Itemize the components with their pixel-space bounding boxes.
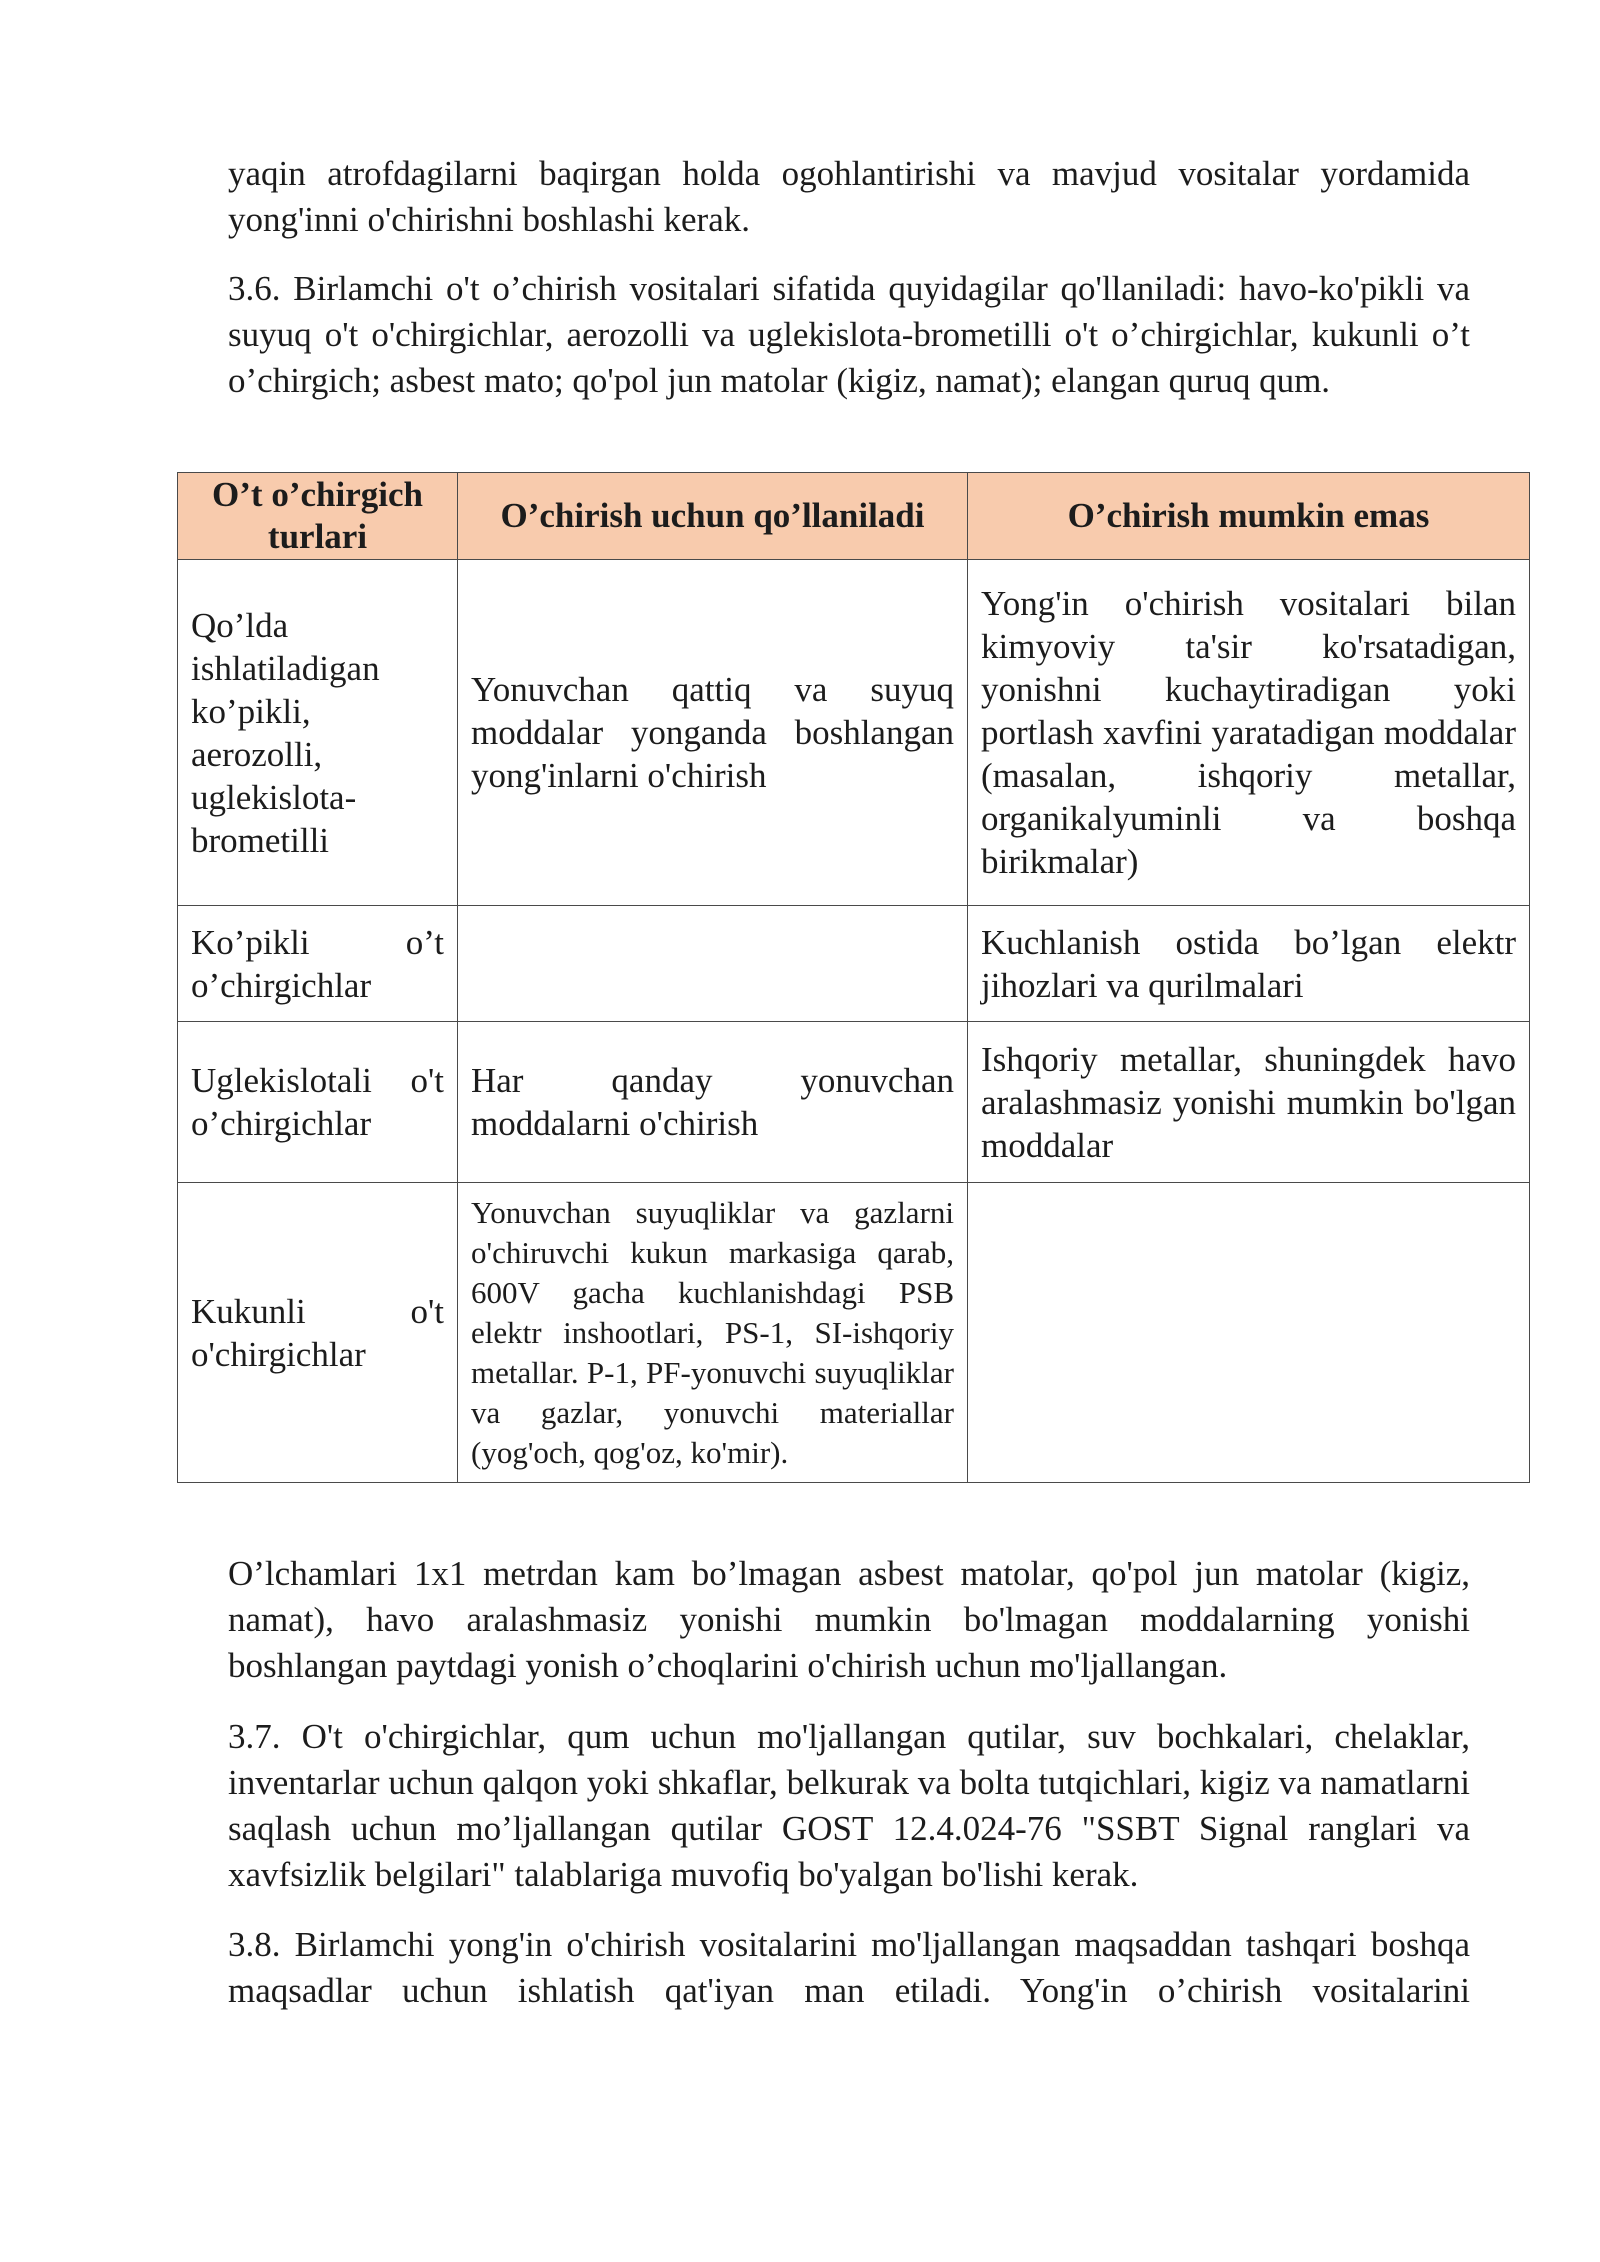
cell-not-for [968,1183,1530,1483]
paragraph-intro-continuation: yaqin atrofdagilarni baqirgan holda ogohlantirishi va mavjud vositalar yordamida yong'inni o'chirishni boshlashi kerak. [228,154,1470,239]
cell-type: Ko’pikli o’t o’chirgichlar [178,906,458,1022]
table-row [178,560,1530,906]
table-row [178,1022,1530,1183]
cell-not-for: Ishqoriy metallar, shuningdek havo aralashmasiz yonishi mumkin bo'lgan moddalar [968,1022,1530,1183]
table-row [178,906,1530,1022]
cell-type: Qo’lda ishlatiladigan ko’pikli, aerozolli, uglekislota-brometilli [178,560,458,906]
cell-not-for: Kuchlanish ostida bo’lgan elektr jihozlari va qurilmalari [968,906,1530,1022]
extinguisher-table [177,472,1530,1483]
paragraph-3-6: 3.6. Birlamchi o't o’chirish vositalari sifatida quyidagilar qo'llaniladi: havo-ko'pikli va suyuq o't o'chirgichlar, aerozolli va uglekislota-brometilli o't o’chirgichlar, kukunli o’t o’chirgich; asbest mato; qo'pol jun matolar (kigiz, namat); elangan quruq qum. [228,269,1470,400]
table-header-row [178,473,1530,560]
paragraph-asbestos-note: O’lchamlari 1x1 metrdan kam bo’lmagan asbest matolar, qo'pol jun matolar (kigiz, namat), havo aralashmasiz yonishi mumkin bo'lmagan moddalarning yonishi boshlangan paytdagi yonish o’choqlarini o'chirish uchun mo'ljallangan. [228,1554,1470,1685]
cell-used-for: Yonuvchan qattiq va suyuq moddalar yonganda boshlangan yong'inlarni o'chirish [458,560,968,906]
paragraph-3-7: 3.7. O't o'chirgichlar, qum uchun mo'ljallangan qutilar, suv bochkalari, chelaklar, inventarlar uchun qalqon yoki shkaflar, belkurak va bolta tutqichlari, kigiz va namatlarni saqlash uchun mo’ljallangan qutilar GOST 12.4.024-76 "SSBT Signal ranglari va xavfsizlik belgilari" talablariga muvofiq bo'yalgan bo'lishi kerak. [228,1717,1470,1894]
table-row [178,1183,1530,1483]
cell-type: Uglekislotali o't o’chirgichlar [178,1022,458,1183]
cell-type: Kukunli o't o'chirgichlar [178,1183,458,1483]
cell-used-for: Yonuvchan suyuqliklar va gazlarni o'chiruvchi kukun markasiga qarab, 600V gacha kuchlanishdagi PSB elektr inshootlari, PS-1, SI-ishqoriy metallar. P-1, PF-yonuvchi suyuqliklar va gazlar, yonuvchi materiallar (yog'och, qog'oz, ko'mir). [458,1183,968,1483]
cell-used-for: Har qanday yonuvchan moddalarni o'chirish [458,1022,968,1183]
header-not-for: O’chirish mumkin emas [968,473,1530,560]
header-extinguisher-types: O’t o’chirgich turlari [178,473,458,560]
cell-not-for: Yong'in o'chirish vositalari bilan kimyoviy ta'sir ko'rsatadigan, yonishni kuchaytiradigan yoki portlash xavfini yaratadigan moddalar (masalan, ishqoriy metallar, organikalyuminli va boshqa birikmalar) [968,560,1530,906]
header-used-for: O’chirish uchun qo’llaniladi [458,473,968,560]
cell-used-for [458,906,968,1022]
paragraph-3-8: 3.8. Birlamchi yong'in o'chirish vositalarini mo'ljallangan maqsaddan tashqari boshqa maqsadlar uchun ishlatish qat'iyan man etiladi. Yong'in o’chirish vositalarini [228,1925,1470,2010]
